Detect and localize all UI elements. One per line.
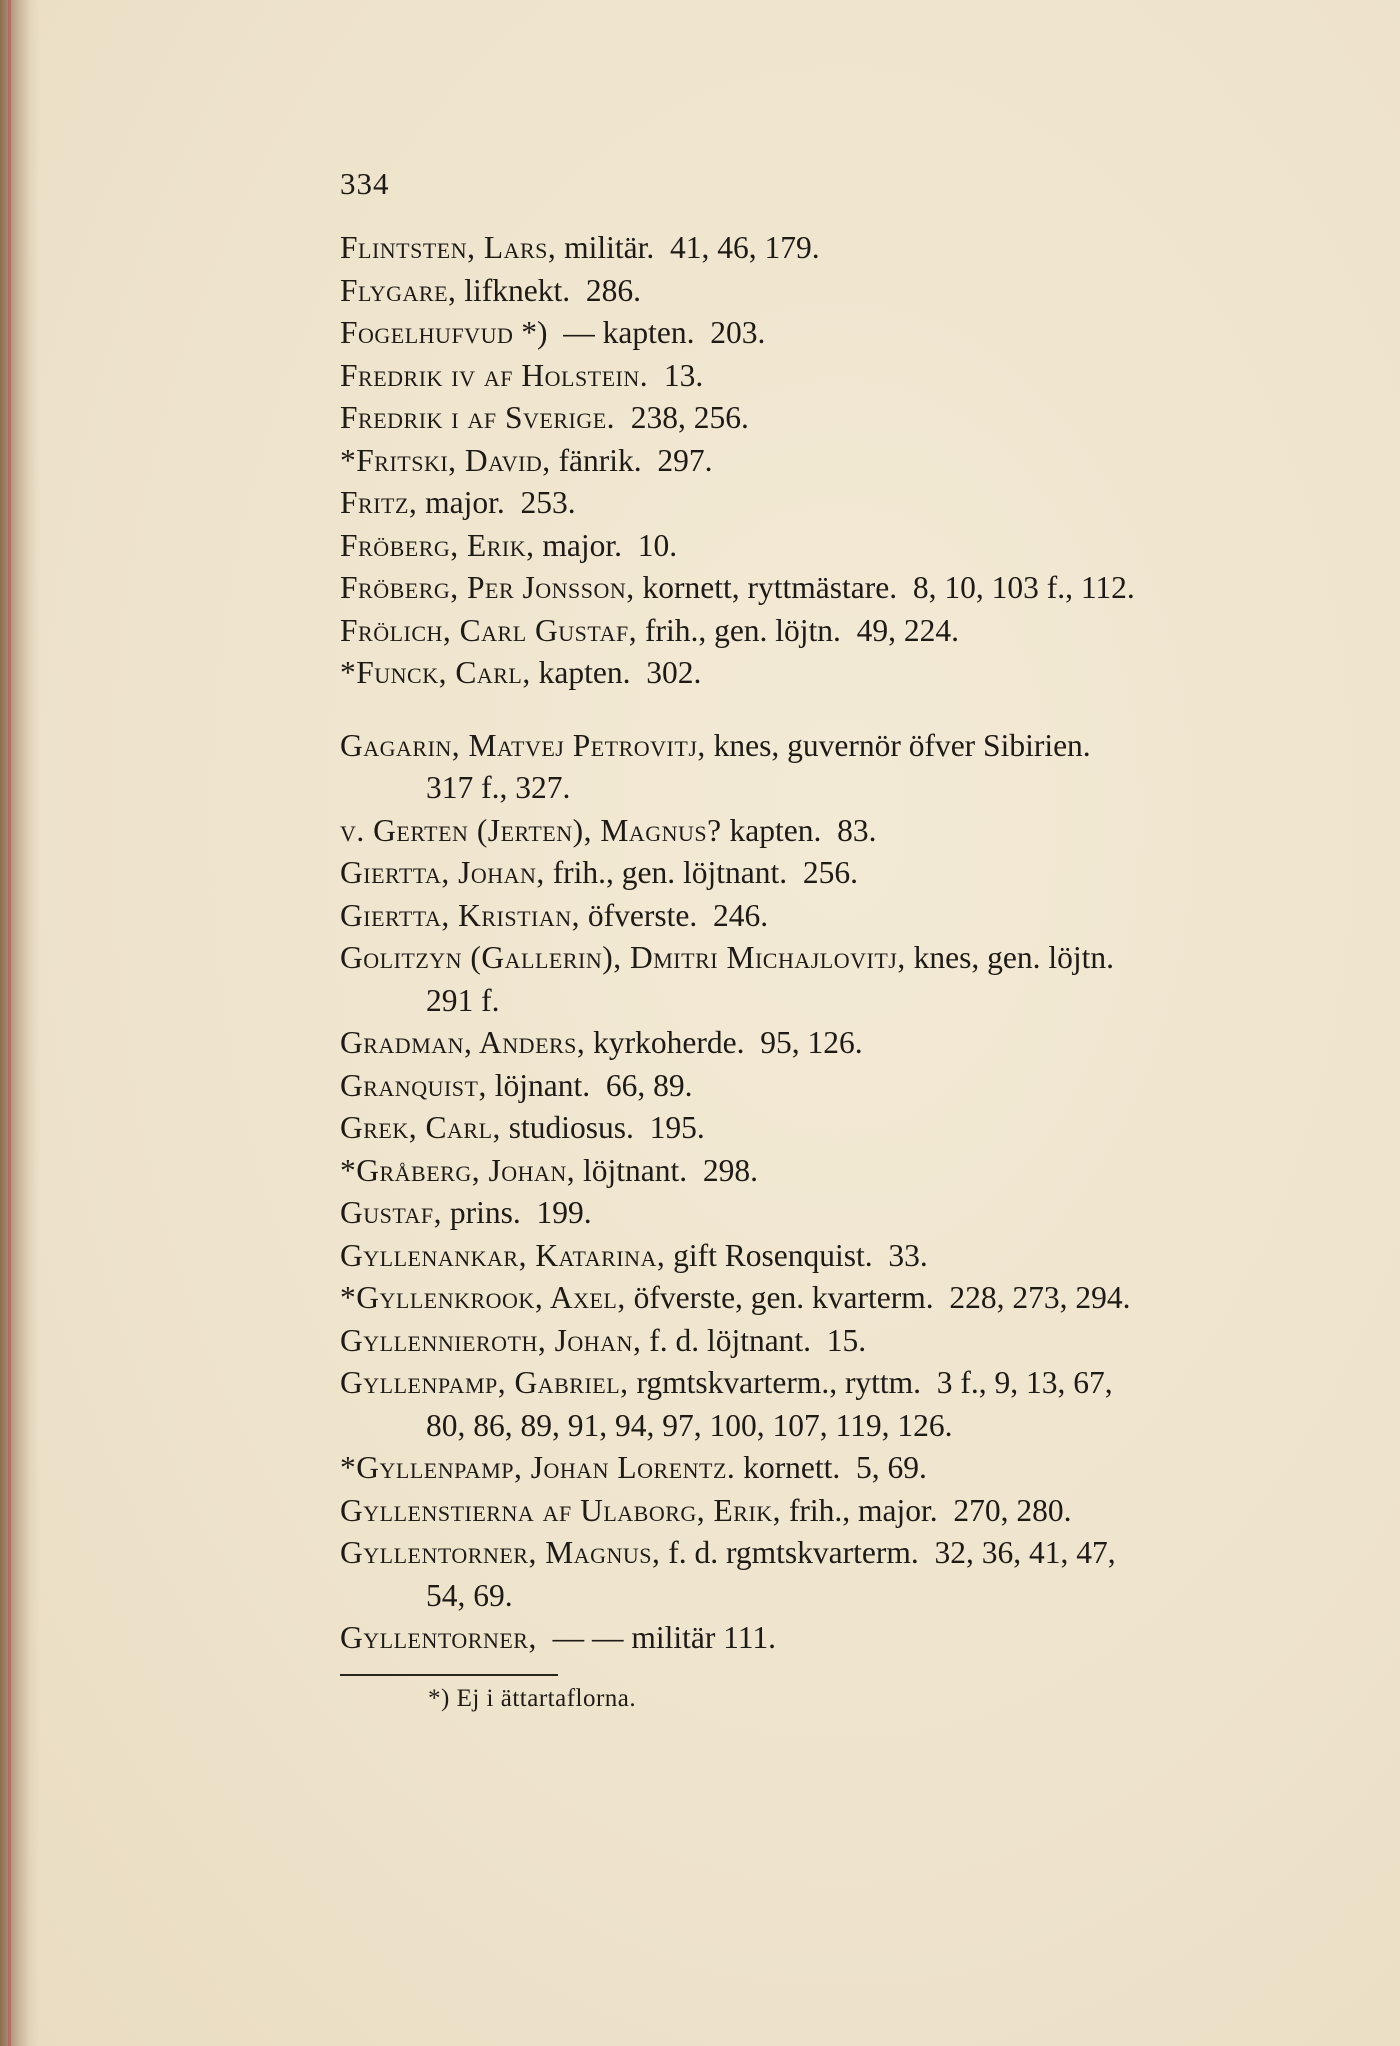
index-entry bbox=[340, 1192, 1280, 1235]
entry-line bbox=[340, 440, 1280, 483]
index-entry bbox=[340, 1490, 1280, 1533]
entry-line bbox=[340, 227, 1280, 270]
entry-name: Gradman, Anders, bbox=[340, 1025, 586, 1060]
entry-line bbox=[340, 852, 1280, 895]
entry-line bbox=[340, 355, 1280, 398]
page-number: 334 bbox=[340, 166, 390, 201]
entry-details: löjtnant. 298. bbox=[575, 1152, 759, 1188]
entry-name: Fredrik iv af Holstein. bbox=[340, 357, 649, 393]
entry-details: kapten. 83. bbox=[721, 812, 877, 848]
index-entry bbox=[340, 482, 1280, 525]
entry-name: *Fritski, David, bbox=[340, 442, 551, 478]
entry-line bbox=[340, 312, 1280, 355]
entry-line bbox=[340, 1022, 1280, 1065]
entry-name: Gyllenpamp, Gabriel, bbox=[340, 1365, 629, 1400]
entry-line bbox=[340, 610, 1280, 653]
entry-name: Golitzyn (Gallerin), Dmitri Michajlovitj, bbox=[340, 940, 906, 975]
index-entry bbox=[340, 810, 1280, 853]
entry-name: Fritz, bbox=[340, 485, 418, 520]
entry-details: 13. bbox=[648, 357, 704, 393]
entry-name: *Gråberg, Johan, bbox=[340, 1152, 576, 1188]
index-entry bbox=[340, 525, 1280, 568]
entry-details: — — militär 111. bbox=[536, 1620, 776, 1655]
entry-details: knes, gen. löjtn. bbox=[905, 940, 1114, 975]
entry-continuation: 54, 69. bbox=[426, 1577, 513, 1613]
entry-line bbox=[340, 725, 1280, 768]
entry-line bbox=[340, 567, 1280, 610]
entry-details: kapten. 302. bbox=[530, 655, 702, 690]
entry-name: Giertta, Johan, bbox=[340, 855, 545, 890]
index-entry bbox=[340, 1235, 1280, 1278]
entry-line bbox=[340, 1107, 1280, 1150]
entry-name: Flintsten, Lars, bbox=[340, 230, 557, 265]
entry-name: Gyllentorner, bbox=[340, 1620, 537, 1655]
entry-details: kornett. 5, 69. bbox=[735, 1450, 927, 1485]
index-entry bbox=[340, 725, 1280, 810]
index-entry bbox=[340, 1617, 1280, 1660]
entry-details: *) — kapten. 203. bbox=[513, 315, 766, 350]
index-entry bbox=[340, 567, 1280, 610]
entry-name: Frölich, Carl Gustaf, bbox=[340, 612, 638, 648]
entry-line bbox=[340, 1150, 1280, 1193]
index-entry bbox=[340, 397, 1280, 440]
entry-details: 238, 256. bbox=[615, 400, 749, 435]
entry-line bbox=[340, 1617, 1280, 1660]
entry-details: rgmtskvarterm., ryttm. 3 f., 9, 13, 67, bbox=[628, 1365, 1113, 1400]
index-entry bbox=[340, 270, 1280, 313]
index-entry bbox=[340, 355, 1280, 398]
index-entry bbox=[340, 1022, 1280, 1065]
entry-details: öfverste, gen. kvarterm. 228, 273, 294. bbox=[625, 1280, 1131, 1315]
entry-name: Gagarin, Matvej Petrovitj, bbox=[340, 727, 706, 763]
entry-details: militär. 41, 46, 179. bbox=[556, 230, 820, 265]
entry-name: v. Gerten (Jerten), Magnus? bbox=[340, 812, 722, 848]
entry-details: knes, guvernör öfver Sibirien. bbox=[705, 727, 1091, 763]
index-entry bbox=[340, 1150, 1280, 1193]
binding-edge-line bbox=[8, 0, 11, 2046]
footnote: *) Ej i ättartaflorna. bbox=[428, 1685, 637, 1712]
entry-details: löjnant. 66, 89. bbox=[486, 1067, 693, 1103]
entry-details: f. d. rgmtskvarterm. 32, 36, 41, 47, bbox=[660, 1535, 1116, 1570]
entry-name: Fredrik i af Sverige. bbox=[340, 400, 616, 435]
index-entry bbox=[340, 1107, 1280, 1150]
entry-continuation: 80, 86, 89, 91, 94, 97, 100, 107, 119, 126. bbox=[426, 1407, 953, 1443]
index-entry bbox=[340, 1362, 1280, 1447]
index-entry bbox=[340, 652, 1280, 695]
index-entry bbox=[340, 610, 1280, 653]
entry-line bbox=[340, 1192, 1280, 1235]
entry-continuation: 291 f. bbox=[426, 982, 500, 1018]
entry-name: Gyllentorner, Magnus, bbox=[340, 1535, 661, 1570]
index-entry bbox=[340, 937, 1280, 1022]
entry-line bbox=[340, 1532, 1280, 1575]
entry-details: fänrik. 297. bbox=[550, 442, 713, 478]
index-entry bbox=[340, 312, 1280, 355]
entry-details: frih., gen. löjtn. 49, 224. bbox=[637, 612, 960, 648]
entry-name: *Funck, Carl, bbox=[340, 655, 531, 690]
entry-name: Granquist, bbox=[340, 1067, 487, 1103]
entry-line bbox=[340, 1490, 1280, 1533]
entry-name: Gyllenstierna af Ulaborg, Erik, bbox=[340, 1492, 782, 1528]
entry-line bbox=[340, 1320, 1280, 1363]
entry-details: gift Rosenquist. 33. bbox=[665, 1237, 928, 1273]
entry-line bbox=[340, 652, 1280, 695]
entry-line bbox=[340, 1362, 1280, 1405]
entry-details: lifknekt. 286. bbox=[456, 272, 642, 308]
entry-name: Flygare, bbox=[340, 272, 457, 308]
entry-line bbox=[340, 270, 1280, 313]
page-binding-shadow bbox=[0, 0, 40, 2046]
entry-name: Grek, Carl, bbox=[340, 1110, 501, 1145]
entry-details: prins. 199. bbox=[442, 1195, 592, 1230]
entry-name: Fogelhufvud bbox=[340, 315, 514, 350]
entry-line bbox=[340, 937, 1280, 980]
entry-line bbox=[340, 482, 1280, 525]
entry-name: Fröberg, Per Jonsson, bbox=[340, 570, 635, 605]
entry-name: Gyllennieroth, Johan, bbox=[340, 1322, 642, 1358]
index-entry bbox=[340, 895, 1280, 938]
index-entry bbox=[340, 852, 1280, 895]
entry-details: frih., major. 270, 280. bbox=[781, 1492, 1072, 1528]
index-entry bbox=[340, 1320, 1280, 1363]
entry-details: kyrkoherde. 95, 126. bbox=[585, 1025, 863, 1060]
entry-details: major. 10. bbox=[534, 527, 678, 563]
entry-continuation: 317 f., 327. bbox=[426, 770, 571, 805]
index-entry bbox=[340, 227, 1280, 270]
entry-line bbox=[340, 895, 1280, 938]
entry-details: studiosus. 195. bbox=[500, 1110, 705, 1145]
index-entry bbox=[340, 1065, 1280, 1108]
entry-line bbox=[340, 1277, 1280, 1320]
index-entry bbox=[340, 1277, 1280, 1320]
index-entries bbox=[340, 227, 1280, 1660]
index-entry bbox=[340, 1447, 1280, 1490]
entry-name: *Gyllenpamp, Johan Lorentz. bbox=[340, 1450, 736, 1485]
entry-line bbox=[340, 1235, 1280, 1278]
entry-name: *Gyllenkrook, Axel, bbox=[340, 1280, 626, 1315]
entry-name: Fröberg, Erik, bbox=[340, 527, 535, 563]
entry-details: f. d. löjtnant. 15. bbox=[641, 1322, 867, 1358]
entry-details: frih., gen. löjtnant. 256. bbox=[544, 855, 859, 890]
entry-line bbox=[340, 525, 1280, 568]
entry-line bbox=[340, 810, 1280, 853]
entry-details: major. 253. bbox=[417, 485, 576, 520]
entry-name: Gyllenankar, Katarina, bbox=[340, 1237, 666, 1273]
entry-name: Gustaf, bbox=[340, 1195, 443, 1230]
entry-name: Giertta, Kristian, bbox=[340, 897, 581, 933]
entry-line bbox=[340, 1447, 1280, 1490]
footnote-rule bbox=[340, 1674, 558, 1676]
entry-details: öfverste. 246. bbox=[580, 897, 769, 933]
entry-details: kornett, ryttmästare. 8, 10, 103 f., 112. bbox=[634, 570, 1135, 605]
index-entry bbox=[340, 1532, 1280, 1617]
entry-line bbox=[340, 397, 1280, 440]
index-entry bbox=[340, 440, 1280, 483]
entry-line bbox=[340, 1065, 1280, 1108]
